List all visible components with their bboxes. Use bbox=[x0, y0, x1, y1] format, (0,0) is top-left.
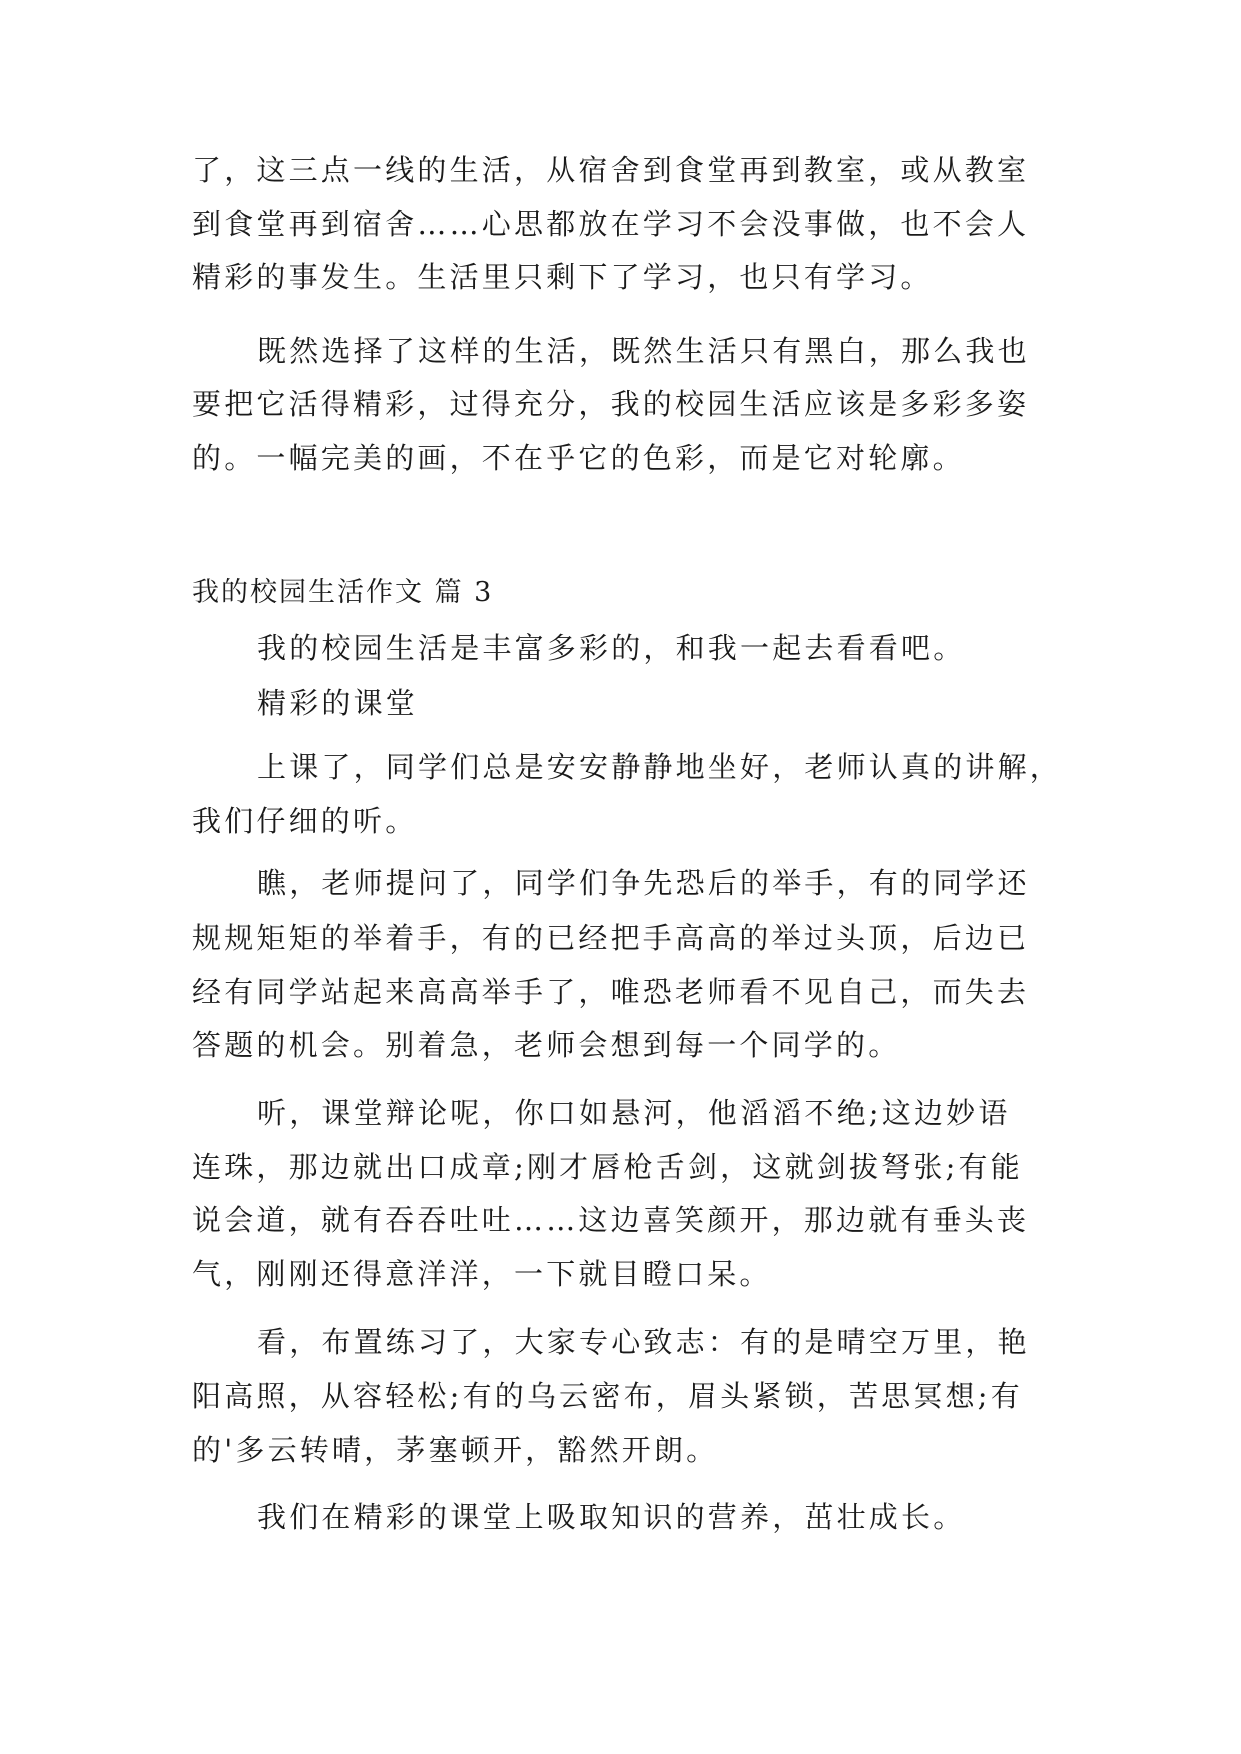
paragraph-line: 我们在精彩的课堂上吸取知识的营养，茁壮成长。 bbox=[257, 1500, 966, 1534]
paragraph-line: 上课了，同学们总是安安静静地坐好，老师认真的讲解， bbox=[257, 750, 1063, 784]
paragraph-line: 要把它活得精彩，过得充分，我的校园生活应该是多彩多姿 bbox=[192, 387, 1030, 421]
paragraph-line: 的。一幅完美的画，不在乎它的色彩，而是它对轮廓。 bbox=[192, 441, 965, 475]
paragraph-line: 精彩的事发生。生活里只剩下了学习，也只有学习。 bbox=[192, 260, 933, 294]
subheading: 精彩的课堂 bbox=[257, 686, 419, 720]
paragraph-line: 阳高照，从容轻松;有的乌云密布，眉头紧锁，苦思冥想;有 bbox=[192, 1379, 1023, 1413]
paragraph-line: 看，布置练习了，大家专心致志：有的是晴空万里，艳 bbox=[257, 1325, 1030, 1359]
paragraph-line: 的'多云转晴，茅塞顿开，豁然开朗。 bbox=[192, 1433, 719, 1467]
paragraph-line: 连珠，那边就出口成章;刚才唇枪舌剑，这就剑拔弩张;有能 bbox=[192, 1150, 1023, 1184]
paragraph-line: 听，课堂辩论呢，你口如悬河，他滔滔不绝;这边妙语 bbox=[257, 1096, 1011, 1130]
section-title: 我的校园生活作文 篇 3 bbox=[192, 577, 494, 608]
paragraph-line: 说会道，就有吞吞吐吐……这边喜笑颜开，那边就有垂头丧 bbox=[192, 1203, 1030, 1237]
paragraph-line: 我们仔细的听。 bbox=[192, 804, 418, 838]
paragraph-line: 规规矩矩的举着手，有的已经把手高高的举过头顶，后边已 bbox=[192, 921, 1030, 955]
paragraph-line: 了，这三点一线的生活，从宿舍到食堂再到教室，或从教室 bbox=[192, 153, 1030, 187]
paragraph-line: 我的校园生活是丰富多彩的，和我一起去看看吧。 bbox=[257, 631, 966, 665]
paragraph-line: 经有同学站起来高高举手了，唯恐老师看不见自己，而失去 bbox=[192, 975, 1030, 1009]
paragraph-line: 到食堂再到宿舍……心思都放在学习不会没事做，也不会人 bbox=[192, 207, 1030, 241]
paragraph-line: 瞧，老师提问了，同学们争先恐后的举手，有的同学还 bbox=[257, 866, 1030, 900]
paragraph-line: 既然选择了这样的生活，既然生活只有黑白，那么我也 bbox=[257, 334, 1030, 368]
paragraph-line: 答题的机会。别着急，老师会想到每一个同学的。 bbox=[192, 1028, 901, 1062]
paragraph-line: 气，刚刚还得意洋洋，一下就目瞪口呆。 bbox=[192, 1257, 772, 1291]
